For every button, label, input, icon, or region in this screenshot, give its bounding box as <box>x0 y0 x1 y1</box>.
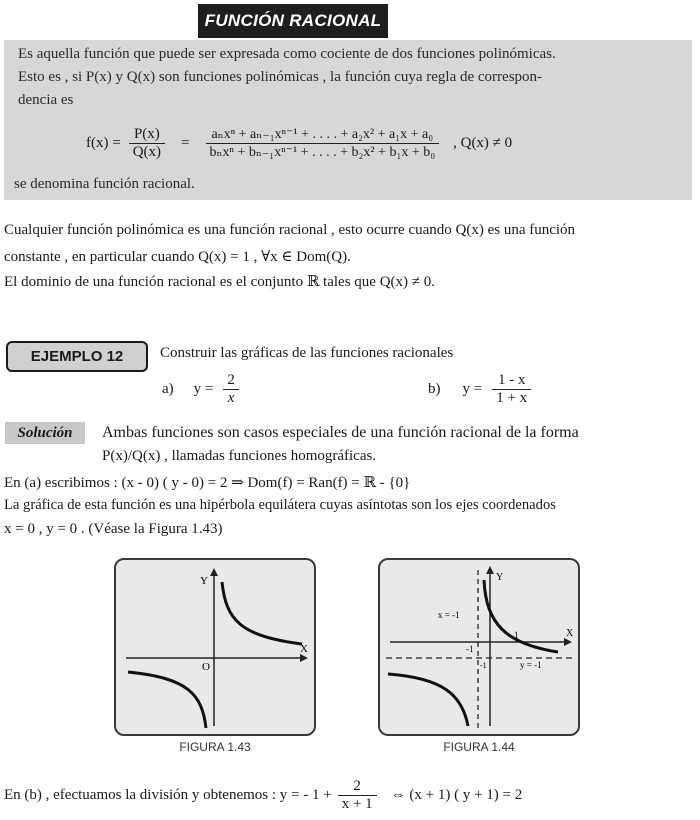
definition-line-1: Es aquella función que puede ser expresada como cociente de dos funciones polinómicas. <box>18 46 556 62</box>
paragraph-line-1: Cualquier función polinómica es una función racional , esto ocurre cuando Q(x) es una función <box>4 222 576 238</box>
definition-line-3: dencia es <box>18 92 74 108</box>
formula-equals: = <box>181 135 190 151</box>
part-b-fraction <box>492 372 531 407</box>
definition-formula <box>86 126 512 161</box>
paragraph-line-2: constante , en particular cuando Q(x) = 1 , ∀x ∈ Dom(Q). <box>4 249 351 265</box>
figure-1-43-caption: FIGURA 1.43 <box>179 740 251 754</box>
p-over-q <box>129 126 165 161</box>
example-statement: Construir las gráficas de las funciones racionales <box>160 345 454 361</box>
final-denominator: x + 1 <box>341 796 373 812</box>
final-fraction <box>338 778 377 813</box>
polynomial-fraction <box>206 126 440 161</box>
vertical-asymptote-label: x = -1 <box>438 610 460 620</box>
y-axis-arrow <box>486 566 494 574</box>
origin-label: O <box>202 661 210 673</box>
solution-line-2: P(x)/Q(x) , llamadas funciones homográficas. <box>102 448 377 464</box>
final-rhs: ⇔ (x + 1) ( y + 1) = 2 <box>390 787 523 803</box>
polynomial-numerator: aₙxⁿ + aₙ₋₁xⁿ⁻¹ + . . . . + a₂x² + a₁x + a₀ <box>206 126 440 144</box>
tick-neg1-y: -1 <box>480 661 487 670</box>
p-numerator: P(x) <box>129 126 165 144</box>
example-part-b <box>428 372 531 407</box>
figure-1-44-caption: FIGURA 1.44 <box>443 740 515 754</box>
x-axis-arrow <box>564 638 572 646</box>
y-axis-label: Y <box>496 572 504 583</box>
part-b-denominator: 1 + x <box>496 390 528 406</box>
part-b-numerator: 1 - x <box>492 372 531 390</box>
x-axis-label: X <box>300 643 308 655</box>
figure-1-44-svg <box>380 560 578 734</box>
final-lhs: En (b) , efectuamos la división y obtenemos : y = - 1 + <box>4 787 332 803</box>
solution-line-4: La gráfica de esta función es una hipérbola equilátera cuyas asíntotas son los ejes coordenados <box>4 497 556 513</box>
nonzero-condition: , Q(x) ≠ 0 <box>453 135 513 151</box>
part-a-fraction <box>223 372 239 407</box>
x-axis-label: X <box>566 628 574 639</box>
y-axis-arrow <box>210 568 218 576</box>
tick-1-x: 1 <box>514 630 519 640</box>
part-a-denominator: x <box>227 390 235 406</box>
section-title: FUNCIÓN RACIONAL <box>198 4 388 38</box>
q-denominator: Q(x) <box>132 144 162 160</box>
example-badge: EJEMPLO 12 <box>6 341 148 372</box>
x-axis-arrow <box>300 654 308 662</box>
solution-line-3: En (a) escribimos : (x - 0) ( y - 0) = 2 ⇒ Dom(f) = Ran(f) = ℝ - {0} <box>4 475 411 491</box>
figure-1-43-svg <box>116 560 314 734</box>
hyperbola-branch-lower <box>128 672 206 728</box>
final-equation <box>4 778 522 813</box>
hyperbola-branch-lower <box>388 674 468 726</box>
part-b-lhs: y = <box>462 381 483 397</box>
final-numerator: 2 <box>338 778 377 796</box>
polynomial-denominator: bₙxⁿ + bₙ₋₁xⁿ⁻¹ + . . . . + b₂x² + b₁x + b₀ <box>209 145 436 160</box>
paragraph-line-3: El dominio de una función racional es el conjunto ℝ tales que Q(x) ≠ 0. <box>4 274 436 290</box>
figure-1-43-graph <box>114 558 316 736</box>
example-part-a <box>162 372 239 407</box>
figure-1-44-graph <box>378 558 580 736</box>
formula-lhs: f(x) = <box>86 135 121 151</box>
part-a-label: a) <box>162 381 174 397</box>
hyperbola-branch-upper <box>484 580 558 652</box>
horizontal-asymptote-label: y = -1 <box>520 660 542 670</box>
part-a-lhs: y = <box>193 381 214 397</box>
tick-neg1-x: -1 <box>466 644 474 654</box>
solution-line-5: x = 0 , y = 0 . (Véase la Figura 1.43) <box>4 521 223 537</box>
solution-line-1: Ambas funciones son casos especiales de una función racional de la forma <box>102 424 579 441</box>
hyperbola-branch-upper <box>222 582 302 644</box>
definition-last-line: se denomina función racional. <box>14 176 195 192</box>
part-b-label: b) <box>428 381 441 397</box>
part-a-numerator: 2 <box>223 372 239 390</box>
definition-line-2: Esto es , si P(x) y Q(x) son funciones polinómicas , la función cuya regla de correspon- <box>18 69 543 85</box>
solution-badge: Solución <box>5 422 85 444</box>
y-axis-label: Y <box>200 575 208 587</box>
